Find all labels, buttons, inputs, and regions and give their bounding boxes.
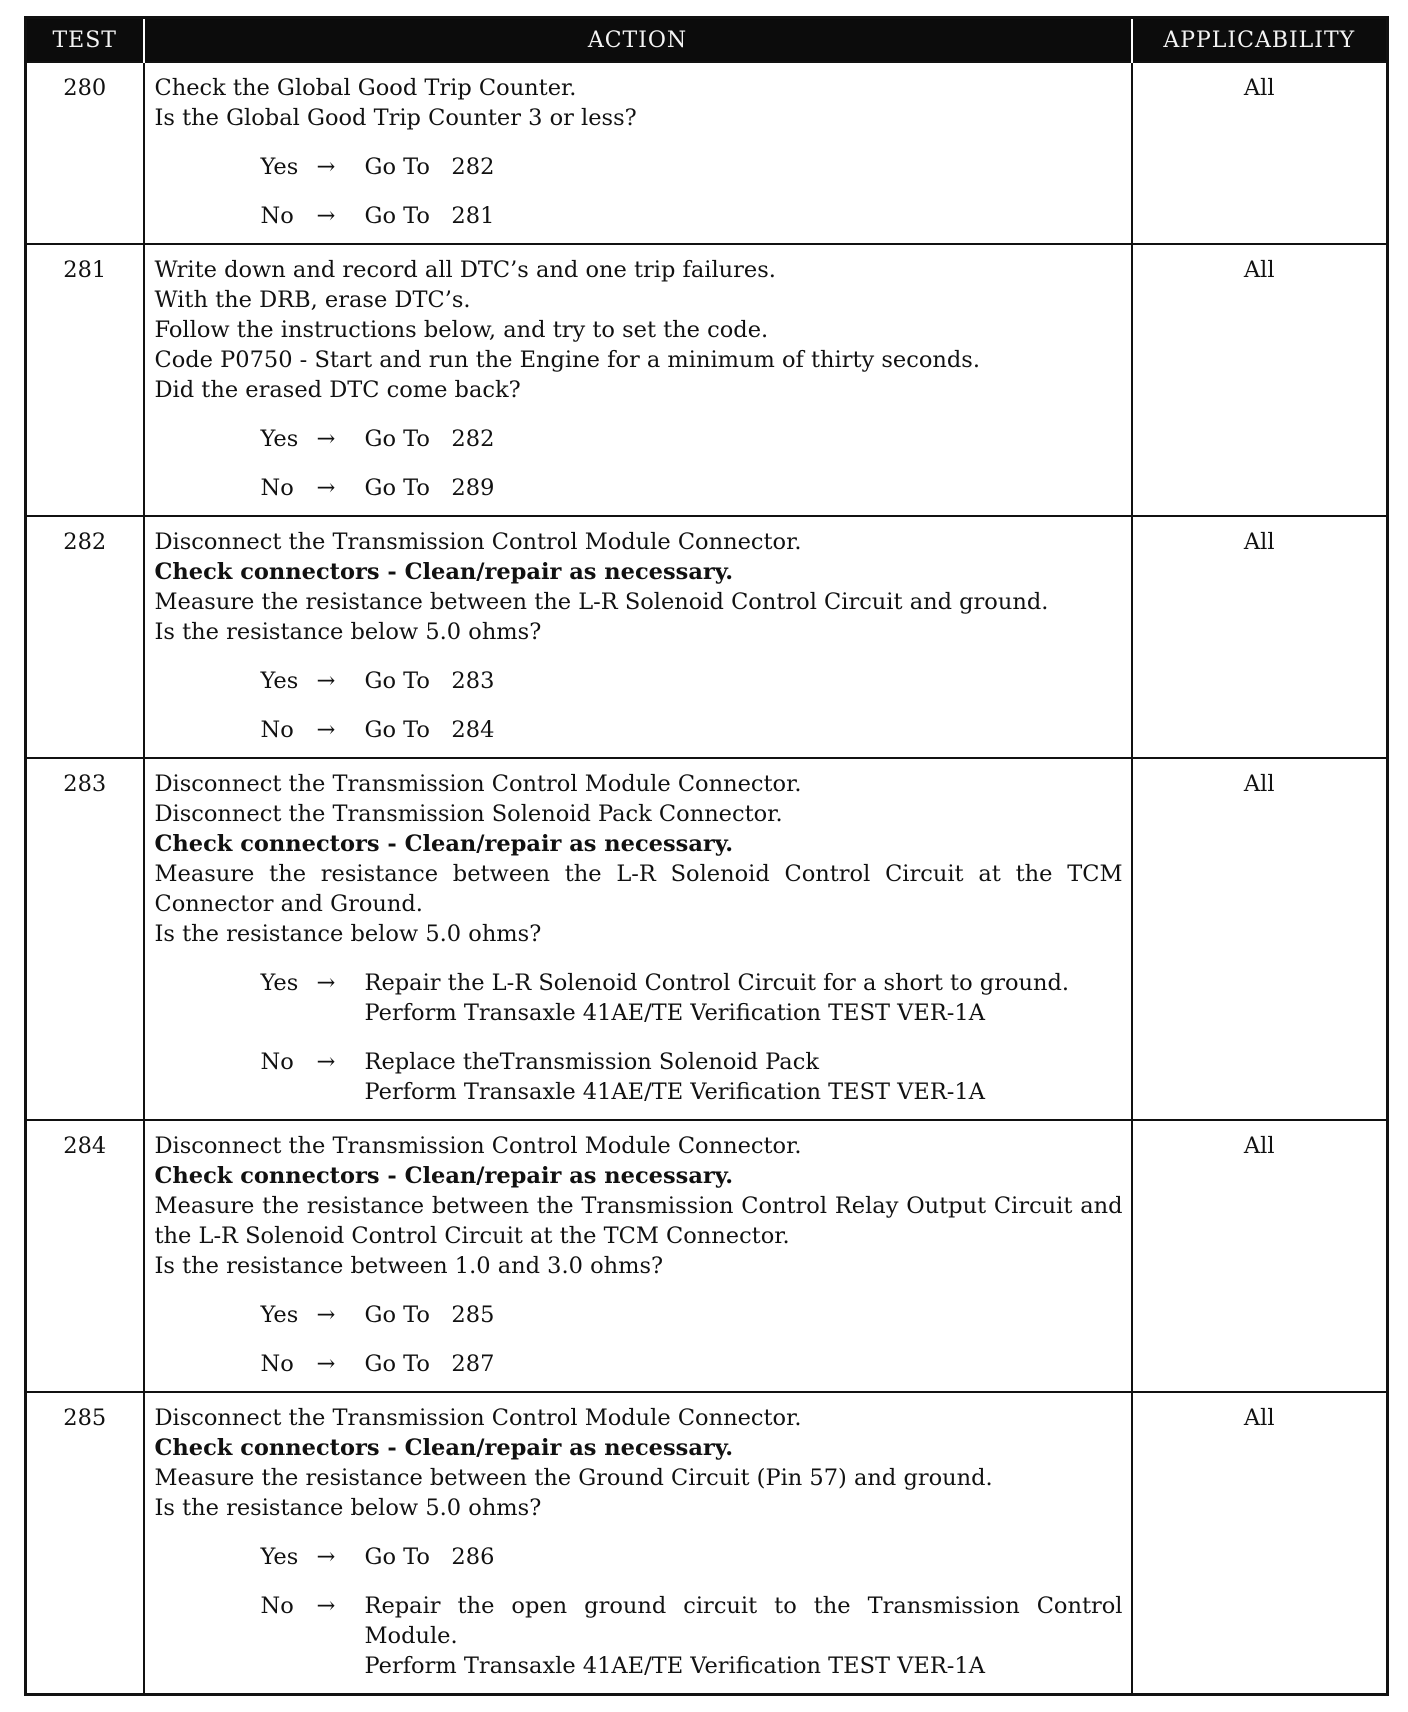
action-cell <box>144 758 1132 1120</box>
result-text <box>365 1300 1123 1330</box>
result-text <box>365 1542 1123 1572</box>
result-line: Replace theTransmission Solenoid Pack <box>364 1049 819 1075</box>
arrow-icon: → <box>316 1049 336 1075</box>
yes-branch <box>261 1300 1123 1330</box>
yes-branch <box>261 424 1123 454</box>
no-branch <box>261 1349 1123 1379</box>
result-line: Go To 285 <box>364 1302 495 1328</box>
result-line: Perform Transaxle 41AE/TE Verification TEST VER-1A <box>364 1079 985 1105</box>
result-line: Go To 289 <box>364 475 495 501</box>
action-line: Check the Global Good Trip Counter. <box>154 75 577 101</box>
action-line: Is the resistance below 5.0 ohms? <box>154 1495 542 1521</box>
arrow-icon: → <box>316 1593 336 1619</box>
header-test: TEST <box>26 18 144 63</box>
header-applicability: APPLICABILITY <box>1132 18 1388 63</box>
action-cell <box>144 244 1132 516</box>
decision-choices <box>261 968 1123 1107</box>
table-row <box>26 1120 1388 1392</box>
check-connectors-note: Check connectors - Clean/repair as necessary. <box>154 559 734 585</box>
action-line: Measure the resistance between the L-R Solenoid Control Circuit at the TCM <box>154 861 1123 887</box>
answer-label: No <box>260 203 294 229</box>
arrow-icon: → <box>316 475 336 501</box>
result-text <box>365 666 1123 696</box>
result-line: Go To 282 <box>364 426 495 452</box>
table-header-row <box>26 18 1388 63</box>
result-text <box>365 201 1123 231</box>
result-line: Go To 283 <box>364 668 495 694</box>
yes-branch <box>261 968 1123 1028</box>
action-line: the L-R Solenoid Control Circuit at the TCM Connector. <box>154 1223 790 1249</box>
table-row <box>26 244 1388 516</box>
action-line: Follow the instructions below, and try to set the code. <box>154 317 769 343</box>
arrow-icon: → <box>316 717 336 743</box>
result-text <box>365 1591 1123 1681</box>
no-branch <box>261 201 1123 231</box>
result-line: Go To 281 <box>364 203 495 229</box>
no-branch <box>261 715 1123 745</box>
arrow-icon: → <box>316 154 336 180</box>
result-text <box>365 968 1123 1028</box>
action-line: Disconnect the Transmission Control Module Connector. <box>154 1133 802 1159</box>
action-line: Measure the resistance between the L-R Solenoid Control Circuit and ground. <box>154 589 1049 615</box>
check-connectors-note: Check connectors - Clean/repair as necessary. <box>154 1435 734 1461</box>
answer-label: No <box>260 1593 294 1619</box>
decision-choices <box>261 666 1123 745</box>
action-line: Did the erased DTC come back? <box>154 377 521 403</box>
action-line: Disconnect the Transmission Control Module Connector. <box>154 771 802 797</box>
result-line: Go To 284 <box>364 717 495 743</box>
action-line: Disconnect the Transmission Solenoid Pack Connector. <box>154 801 783 827</box>
action-line: Disconnect the Transmission Control Module Connector. <box>154 529 802 555</box>
test-number: 280 <box>26 62 144 244</box>
arrow-icon: → <box>316 970 336 996</box>
table-row <box>26 62 1388 244</box>
answer-label: Yes <box>260 668 299 694</box>
arrow-icon: → <box>316 1544 336 1570</box>
header-action: ACTION <box>144 18 1132 63</box>
applicability-value: All <box>1132 516 1388 758</box>
answer-label: No <box>260 1049 294 1075</box>
no-branch <box>261 1591 1123 1681</box>
result-line: Module. <box>364 1623 458 1649</box>
result-text <box>365 715 1123 745</box>
action-line: Is the Global Good Trip Counter 3 or less? <box>154 105 637 131</box>
check-connectors-note: Check connectors - Clean/repair as necessary. <box>154 831 734 857</box>
test-number: 283 <box>26 758 144 1120</box>
test-number: 285 <box>26 1392 144 1695</box>
applicability-value: All <box>1132 1120 1388 1392</box>
arrow-icon: → <box>316 203 336 229</box>
table-body <box>26 62 1388 1695</box>
applicability-value: All <box>1132 1392 1388 1695</box>
table-row <box>26 758 1388 1120</box>
decision-choices <box>261 424 1123 503</box>
result-text <box>365 152 1123 182</box>
result-line: Repair the open ground circuit to the Transmission Control <box>364 1593 1123 1619</box>
yes-branch <box>261 666 1123 696</box>
action-line: With the DRB, erase DTC’s. <box>154 287 471 313</box>
action-cell <box>144 1120 1132 1392</box>
check-connectors-note: Check connectors - Clean/repair as necessary. <box>154 1163 734 1189</box>
answer-label: Yes <box>260 154 299 180</box>
action-cell <box>144 516 1132 758</box>
answer-label: Yes <box>260 426 299 452</box>
answer-label: No <box>260 1351 294 1377</box>
arrow-icon: → <box>316 1351 336 1377</box>
yes-branch <box>261 152 1123 182</box>
result-text <box>365 473 1123 503</box>
applicability-value: All <box>1132 758 1388 1120</box>
action-line: Code P0750 - Start and run the Engine for a minimum of thirty seconds. <box>154 347 980 373</box>
answer-label: Yes <box>260 1302 299 1328</box>
action-line: Disconnect the Transmission Control Module Connector. <box>154 1405 802 1431</box>
arrow-icon: → <box>316 426 336 452</box>
applicability-value: All <box>1132 244 1388 516</box>
result-line: Go To 282 <box>364 154 495 180</box>
decision-choices <box>261 152 1123 231</box>
test-number: 284 <box>26 1120 144 1392</box>
answer-label: No <box>260 475 294 501</box>
result-line: Perform Transaxle 41AE/TE Verification TEST VER-1A <box>364 1000 985 1026</box>
action-line: Is the resistance below 5.0 ohms? <box>154 921 542 947</box>
arrow-icon: → <box>316 668 336 694</box>
result-text <box>365 424 1123 454</box>
action-cell <box>144 62 1132 244</box>
table-row <box>26 1392 1388 1695</box>
diagnostic-table-page <box>24 16 1386 1696</box>
applicability-value: All <box>1132 62 1388 244</box>
result-line: Repair the L-R Solenoid Control Circuit for a short to ground. <box>364 970 1070 996</box>
no-branch <box>261 473 1123 503</box>
result-text <box>365 1047 1123 1107</box>
test-number: 282 <box>26 516 144 758</box>
table-row <box>26 516 1388 758</box>
action-line: Measure the resistance between the Transmission Control Relay Output Circuit and <box>154 1193 1123 1219</box>
test-number: 281 <box>26 244 144 516</box>
action-line: Is the resistance below 5.0 ohms? <box>154 619 542 645</box>
no-branch <box>261 1047 1123 1107</box>
action-cell <box>144 1392 1132 1695</box>
result-text <box>365 1349 1123 1379</box>
action-line: Is the resistance between 1.0 and 3.0 ohms? <box>154 1253 664 1279</box>
result-line: Perform Transaxle 41AE/TE Verification TEST VER-1A <box>364 1653 985 1679</box>
result-line: Go To 287 <box>364 1351 495 1377</box>
result-line: Go To 286 <box>364 1544 495 1570</box>
arrow-icon: → <box>316 1302 336 1328</box>
yes-branch <box>261 1542 1123 1572</box>
answer-label: Yes <box>260 970 299 996</box>
action-line: Write down and record all DTC’s and one trip failures. <box>154 257 776 283</box>
decision-choices <box>261 1300 1123 1379</box>
action-line: Measure the resistance between the Ground Circuit (Pin 57) and ground. <box>154 1465 993 1491</box>
action-line: Connector and Ground. <box>154 891 423 917</box>
answer-label: Yes <box>260 1544 299 1570</box>
answer-label: No <box>260 717 294 743</box>
diagnostic-test-table <box>24 16 1389 1696</box>
decision-choices <box>261 1542 1123 1681</box>
